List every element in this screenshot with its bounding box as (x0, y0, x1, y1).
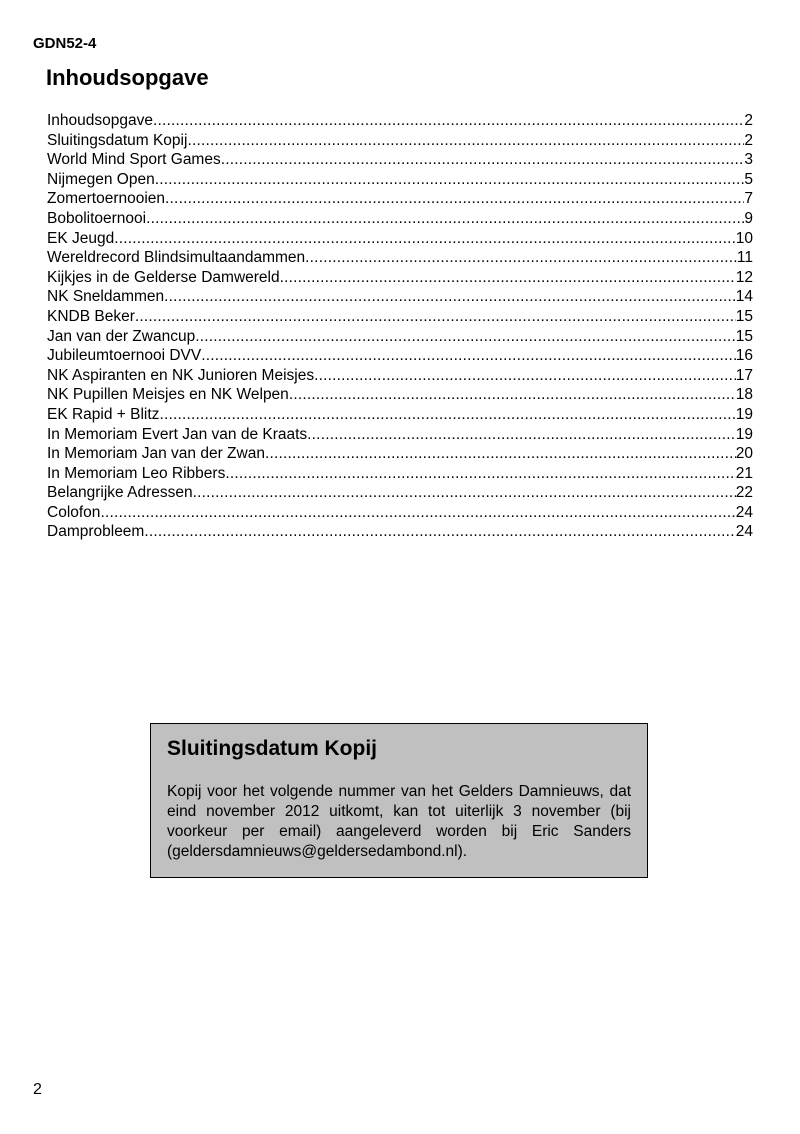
toc-entry-title: Sluitingsdatum Kopij (47, 131, 188, 149)
toc-entry[interactable] (47, 209, 753, 229)
toc-entry-title: Belangrijke Adressen (47, 484, 193, 502)
toc-entry-title: Inhoudsopgave (47, 112, 154, 129)
toc-entry-title: Jubileumtoernooi DVV (47, 347, 202, 365)
toc-entry[interactable] (47, 268, 753, 288)
toc-entry-page: 15 (735, 327, 753, 345)
toc-entry-page: 19 (735, 405, 753, 423)
toc-entry-page: 22 (735, 484, 753, 502)
toc-entry[interactable] (47, 522, 753, 542)
toc-dot-leader (307, 425, 736, 445)
toc-entry-page: 16 (735, 347, 753, 365)
toc-entry-page: 17 (735, 366, 753, 384)
toc-entry[interactable] (47, 287, 753, 307)
toc-entry[interactable] (47, 111, 753, 131)
toc-entry-page: 19 (735, 425, 753, 443)
toc-entry[interactable] (47, 131, 753, 151)
toc-entry-page: 21 (735, 464, 753, 482)
toc-entry[interactable] (47, 464, 753, 484)
toc-entry-page: 7 (744, 190, 753, 208)
page-title: Inhoudsopgave (46, 65, 209, 90)
toc-entry-title: NK Sneldammen (47, 288, 165, 306)
toc-entry-title: World Mind Sport Games (47, 151, 221, 169)
toc-dot-leader (280, 268, 736, 288)
toc-entry[interactable] (47, 366, 753, 386)
toc-dot-leader (159, 405, 735, 425)
toc-dot-leader (114, 229, 736, 249)
toc-entry[interactable] (47, 248, 753, 268)
toc-entry-page: 20 (735, 445, 753, 463)
document-code: GDN52-4 (33, 35, 97, 52)
toc-entry[interactable] (47, 425, 753, 445)
toc-entry[interactable] (47, 170, 753, 190)
toc-entry-page: 2 (744, 112, 753, 129)
toc-dot-leader (164, 287, 736, 307)
toc-entry-title: Zomertoernooien (47, 190, 166, 208)
toc-entry[interactable] (47, 229, 753, 249)
toc-entry[interactable] (47, 327, 753, 347)
toc-entry-title: Wereldrecord Blindsimultaandammen (47, 249, 306, 267)
toc-entry-title: In Memoriam Evert Jan van de Kraats (47, 425, 308, 443)
toc-entry-title: Nijmegen Open (47, 170, 155, 188)
toc-dot-leader (314, 366, 736, 386)
toc-entry[interactable] (47, 503, 753, 523)
toc-entry-title: NK Pupillen Meisjes en NK Welpen (47, 386, 289, 404)
table-of-contents (47, 111, 753, 542)
toc-entry[interactable] (47, 483, 753, 503)
toc-entry[interactable] (47, 444, 753, 464)
toc-entry[interactable] (47, 189, 753, 209)
toc-entry-page: 2 (744, 131, 753, 149)
toc-entry-page: 18 (735, 386, 753, 404)
toc-dot-leader (305, 248, 737, 268)
toc-entry-title: EK Jeugd (47, 229, 115, 247)
toc-dot-leader (225, 464, 735, 484)
toc-entry[interactable] (47, 307, 753, 327)
toc-dot-leader (221, 150, 745, 170)
toc-dot-leader (153, 111, 744, 131)
toc-entry[interactable] (47, 150, 753, 170)
notice-body: Kopij voor het volgende nummer van het Gelders Damnieuws, dat eind november 2012 uitkomt, kan tot uiterlijk 3 november (bij voorkeur per email) aangeleverd worden bij Eric Sanders (geldersdamnieuws@geldersedambond.nl). (167, 783, 631, 860)
closing-date-notice (150, 723, 648, 878)
toc-dot-leader (195, 327, 736, 347)
toc-dot-leader (144, 522, 735, 542)
page-number: 2 (33, 1081, 42, 1098)
toc-entry[interactable] (47, 346, 753, 366)
toc-entry-title: In Memoriam Jan van der Zwan (47, 445, 265, 463)
toc-entry-title: Colofon (47, 503, 101, 521)
toc-entry-title: KNDB Beker (47, 307, 135, 325)
toc-entry-page: 9 (744, 209, 753, 227)
toc-entry-page: 24 (735, 523, 753, 541)
toc-dot-leader (135, 307, 736, 327)
toc-dot-leader (201, 346, 736, 366)
toc-entry-page: 5 (744, 170, 753, 188)
notice-title: Sluitingsdatum Kopij (167, 737, 377, 760)
toc-dot-leader (289, 385, 736, 405)
toc-entry-title: EK Rapid + Blitz (47, 405, 160, 423)
toc-dot-leader (265, 444, 736, 464)
toc-entry-title: In Memoriam Leo Ribbers (47, 464, 226, 482)
toc-entry-page: 24 (735, 503, 753, 521)
toc-entry-page: 15 (735, 307, 753, 325)
toc-entry-title: Kijkjes in de Gelderse Damwereld (47, 268, 280, 286)
toc-entry-title: Bobolitoernooi (47, 209, 147, 227)
toc-dot-leader (187, 131, 744, 151)
toc-dot-leader (100, 503, 735, 523)
toc-entry-page: 10 (735, 229, 753, 247)
toc-entry-page: 12 (735, 268, 753, 286)
toc-entry-page: 3 (744, 151, 753, 169)
toc-entry-title: Jan van der Zwancup (47, 327, 196, 345)
toc-entry-title: NK Aspiranten en NK Junioren Meisjes (47, 366, 315, 384)
toc-dot-leader (155, 170, 745, 190)
toc-dot-leader (193, 483, 736, 503)
toc-entry-title: Damprobleem (47, 523, 145, 541)
toc-entry-page: 14 (735, 288, 753, 306)
toc-entry[interactable] (47, 385, 753, 405)
toc-dot-leader (165, 189, 744, 209)
toc-entry-page: 11 (736, 249, 753, 267)
toc-entry[interactable] (47, 405, 753, 425)
toc-dot-leader (146, 209, 744, 229)
